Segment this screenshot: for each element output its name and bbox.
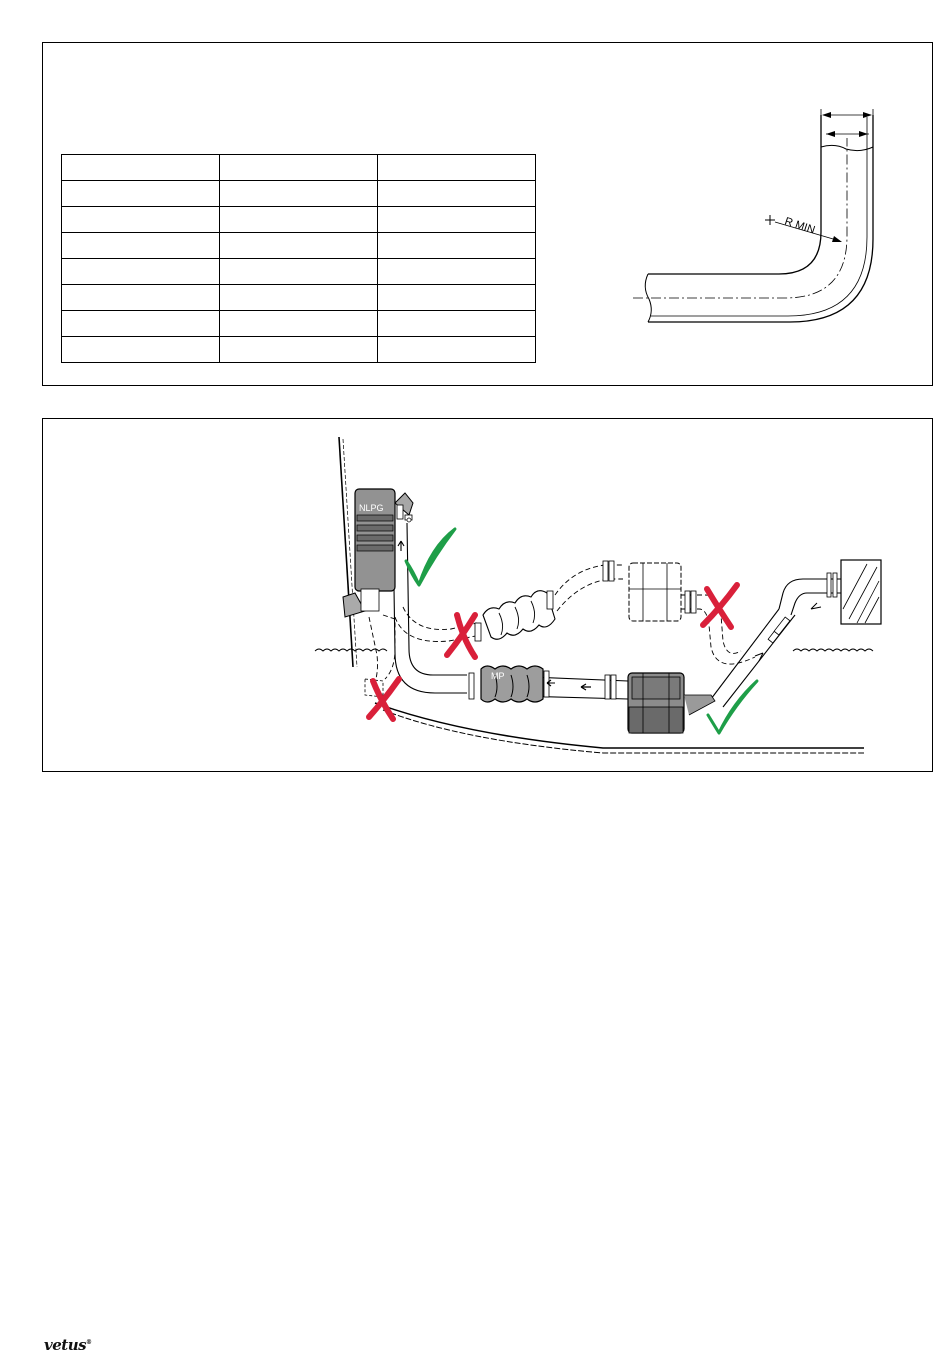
wrong-x-icon <box>369 679 399 719</box>
nlpg-label: NLPG <box>359 503 384 513</box>
hull-bottom <box>375 703 864 748</box>
waterlock-lower <box>628 673 715 733</box>
transom-line <box>339 437 353 667</box>
r-min-label: R MIN <box>783 215 817 237</box>
mp-label: MP <box>491 671 505 681</box>
muffler-wrong-position <box>483 591 555 640</box>
waterlock-upper <box>629 563 681 621</box>
hose-bend-panel <box>42 42 933 386</box>
installation-panel <box>42 418 933 772</box>
waterline-right <box>793 649 873 651</box>
bend-radius-diagram <box>43 43 934 387</box>
nlpg-gooseneck <box>355 489 413 591</box>
engine-block <box>841 560 881 624</box>
mp-muffler <box>481 666 543 702</box>
correct-check-icon <box>708 681 757 733</box>
wrong-x-icon <box>447 615 475 657</box>
wrong-x-icon <box>703 585 737 627</box>
correct-check-icon <box>406 529 455 585</box>
exhaust-installation-diagram <box>43 419 934 773</box>
vetus-logo: vetus® <box>44 1336 92 1354</box>
